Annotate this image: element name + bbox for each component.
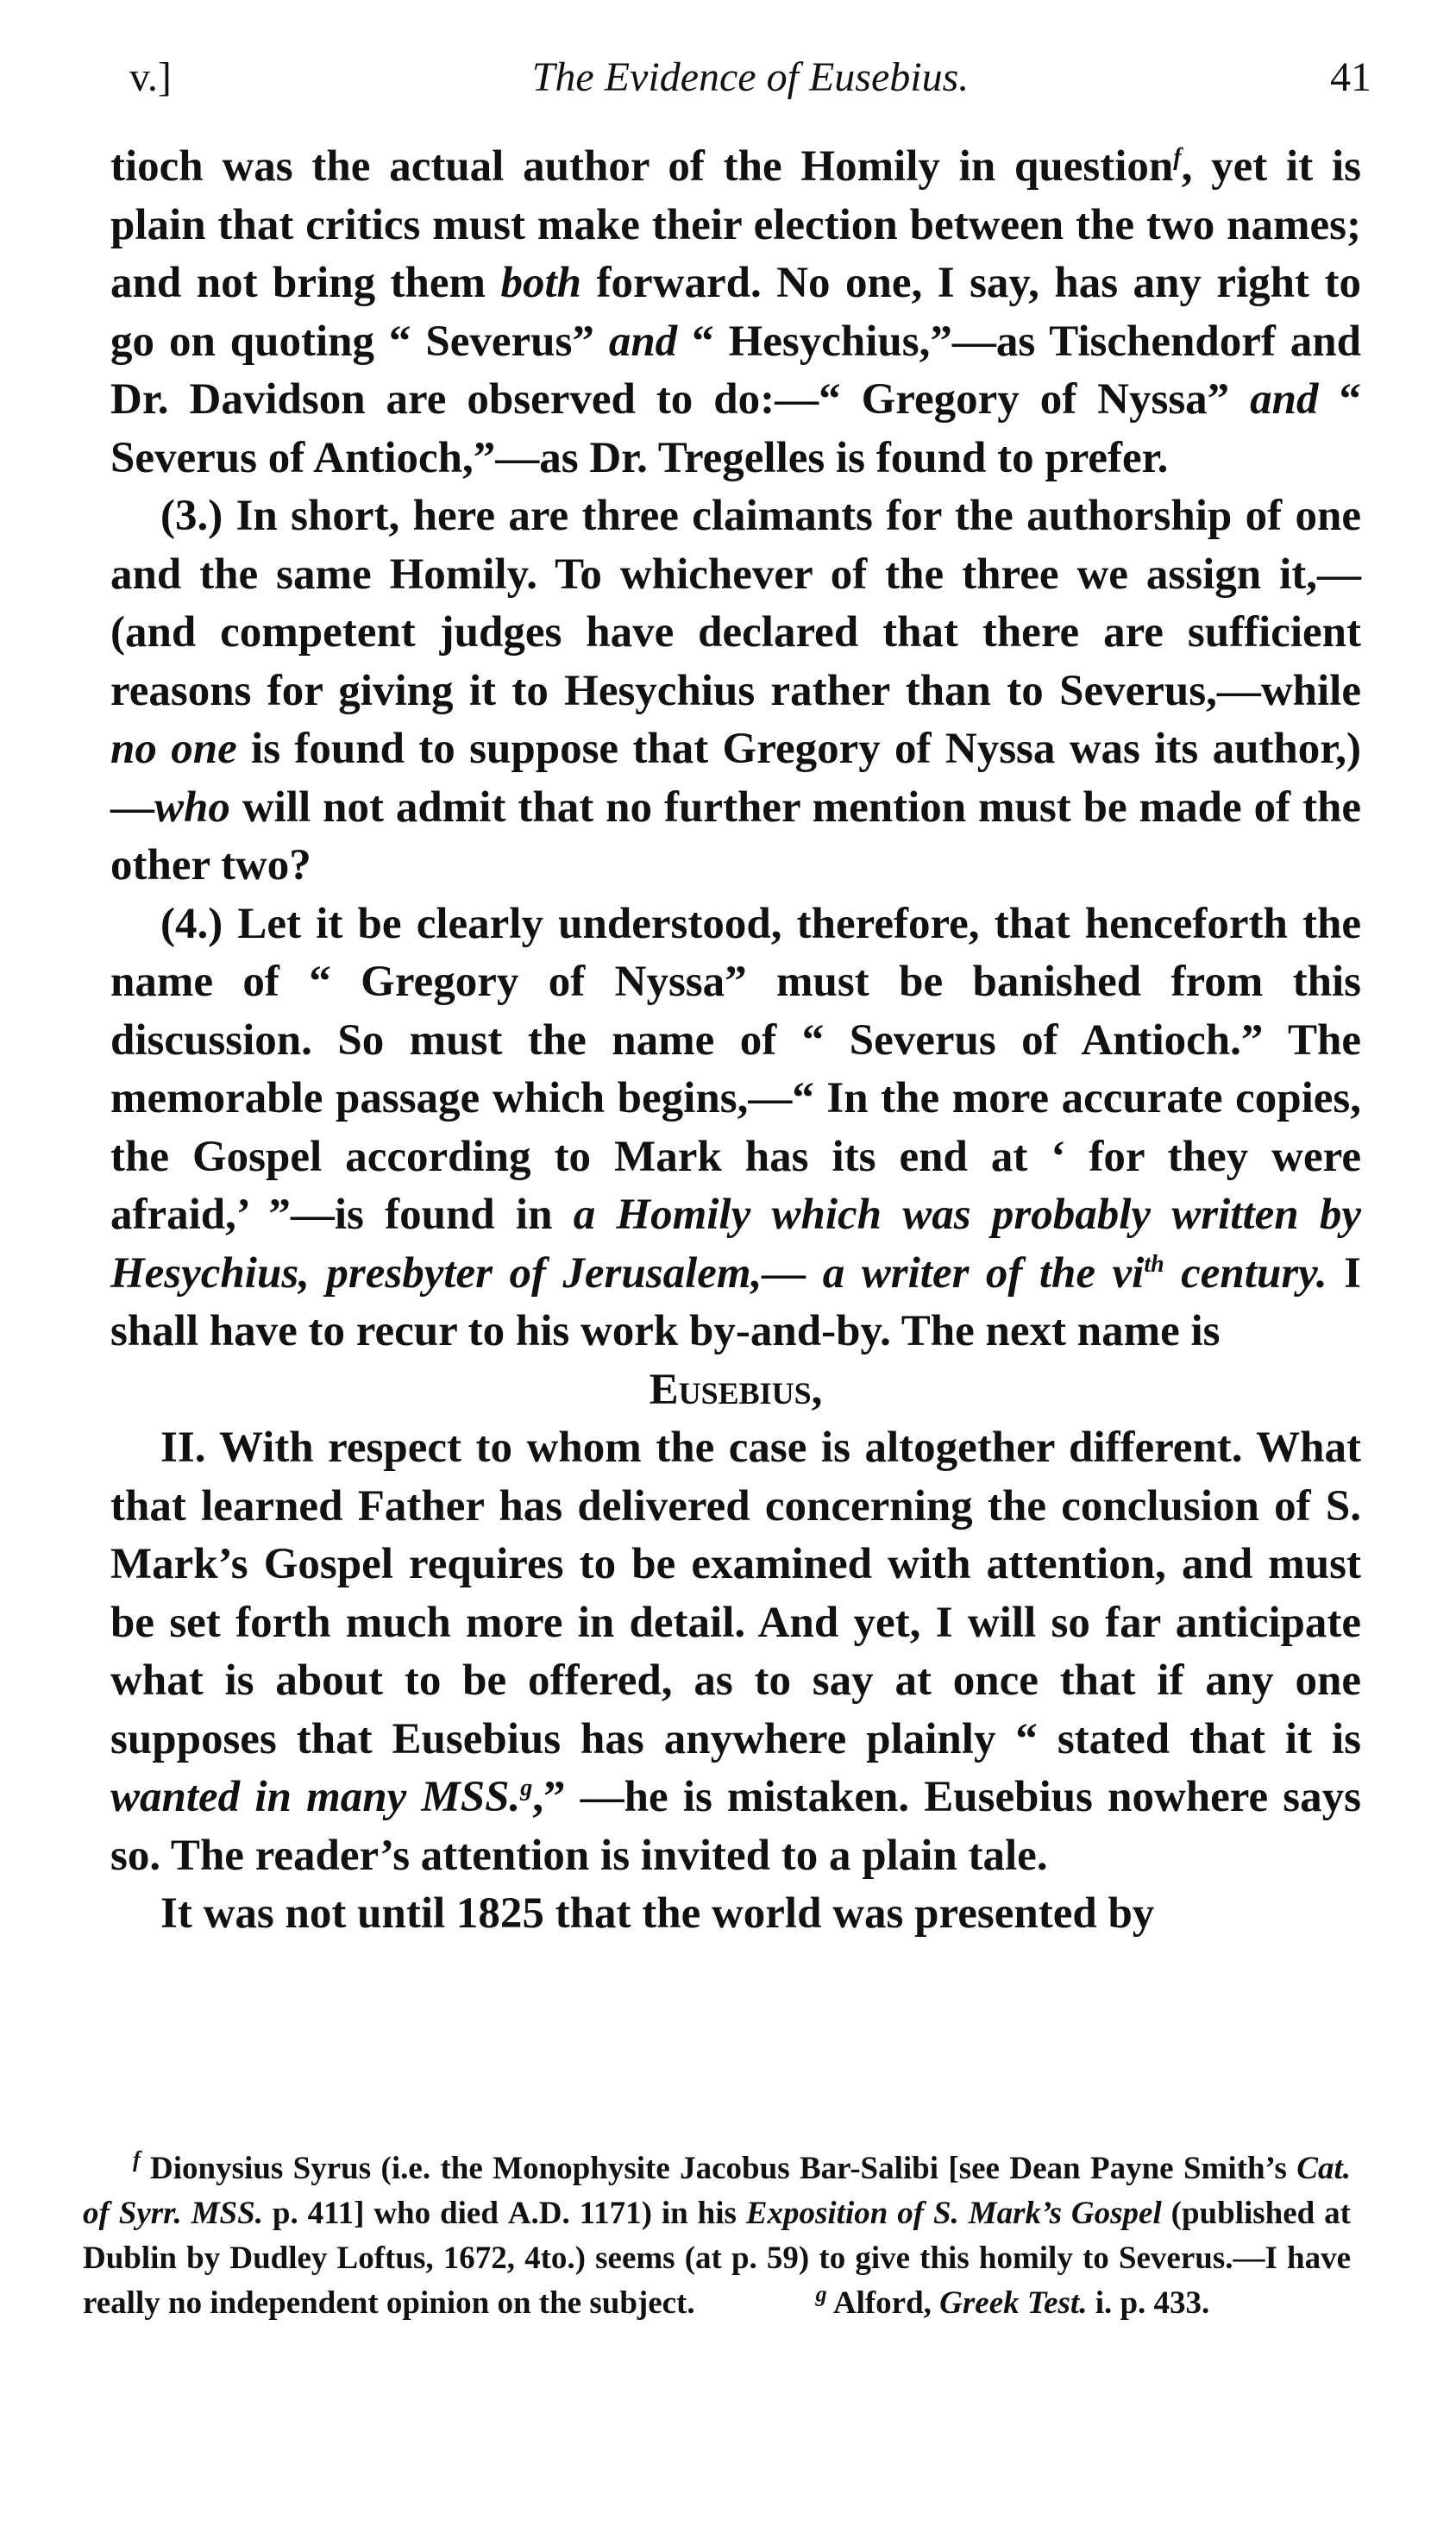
footnote-ref-f: f xyxy=(1173,144,1182,171)
emphasis: and xyxy=(608,317,678,366)
text-run: forward. No one, I say, has any right to go on quoting “ Severus” xyxy=(110,259,1361,366)
footnote-ref-g: g xyxy=(520,1775,533,1801)
footnote-f xyxy=(83,2146,1351,2326)
text-run: It was not until 1825 that the world was presented by xyxy=(160,1889,1155,1938)
text-run: Alford, xyxy=(826,2285,940,2321)
text-run: p. 411] who died xyxy=(262,2196,508,2231)
emphasis: Greek Test. xyxy=(939,2285,1088,2321)
text-run: i. p. 433. xyxy=(1087,2285,1210,2321)
chapter-marker: v.] xyxy=(129,54,172,100)
emphasis: who xyxy=(154,783,230,832)
text-run: is found to suppose that Gregory of Nyssa was its author,)— xyxy=(110,725,1361,832)
emphasis: and xyxy=(1250,375,1319,424)
text-run: will not admit that no further mention must be made of the other two? xyxy=(110,783,1361,889)
footnote-g xyxy=(815,2281,1210,2321)
text-run: , yet it is plain that critics must make their election between the two names; and not bring them xyxy=(110,142,1361,307)
page-number: 41 xyxy=(1330,54,1371,100)
footnotes xyxy=(83,2146,1351,2326)
text-run: “ Hesychius,”—as Tischendorf and Dr. Davidson are observed to do:—“ Gregory of Nyssa” xyxy=(110,317,1361,424)
running-title: The Evidence of Eusebius. xyxy=(531,54,970,100)
main-text xyxy=(110,138,1361,1944)
text-run: 1171) in his xyxy=(569,2196,746,2231)
emphasis: Exposition of S. Mark’s Gospel xyxy=(745,2196,1162,2231)
text-run: “ Severus of Antioch,”—as Dr. Tregelles is found to prefer. xyxy=(110,375,1361,482)
text-run: Dionysius Syrus (i.e. the Monophysite Jacobus Bar-Salibi [see Dean Payne Smith’s xyxy=(140,2151,1297,2186)
emphasis: a Homily which was probably written by Hesychius, presbyter of Jerusalem,— a writer of the vi xyxy=(110,1191,1362,1298)
emphasis: no one xyxy=(110,725,237,773)
text-run: (published at Dublin by Dudley Loftus, 1672, 4to.) seems (at p. 59) to give this homily to Severus.—I have really no independent opinion on the subject. xyxy=(83,2196,1351,2321)
paragraph-2 xyxy=(110,487,1361,896)
emphasis: century. xyxy=(1164,1248,1327,1298)
paragraph-3 xyxy=(110,896,1361,1361)
footnote-mark: f xyxy=(133,2146,141,2172)
emphasis: Cat. of Syrr. MSS. xyxy=(83,2151,1351,2231)
text-run: II. With respect to whom the case is altogether different. What that learned Father has delivered concerning the conclusion of S. Mark’s Gospel requires to be examined with attention, and must be set forth much more in detail. And yet, I will so far anticipate what is about to be offered, as to say at once that if any one supposes that Eusebius has anywhere plainly “ stated that it is xyxy=(110,1424,1361,1763)
paragraph-5 xyxy=(110,1885,1361,1944)
text-run: (3.) In short, here are three claimants for the authorship of one and the same Homily. To whichever of the three we assign it,—(and competent judges have declared that there are sufficient reasons for giving it to Hesychius rather than to Severus,—while xyxy=(110,492,1361,715)
emphasis: both xyxy=(500,259,582,307)
footnote-mark: g xyxy=(815,2281,827,2307)
text-run: tioch was the actual author of the Homily in question xyxy=(110,142,1174,191)
paragraph-1 xyxy=(110,138,1361,487)
text-run: A.D. xyxy=(507,2196,570,2231)
paragraph-4 xyxy=(110,1419,1361,1885)
running-header xyxy=(129,53,1371,114)
emphasis: wanted in many MSS. xyxy=(110,1773,521,1821)
section-heading: Eusebius, xyxy=(649,1365,823,1414)
text-run: ,” —he is mistaken. Eusebius nowhere says so. The reader’s attention is invited to a plain tale. xyxy=(110,1773,1361,1880)
text-run: (4.) Let it be clearly understood, therefore, that henceforth the name of “ Gregory of Nyssa” must be banished from this discussion. So must the name of “ Severus of Antioch.” The memorable passage which begins,—“ In the more accurate copies, the Gospel according to Mark has its end at ‘ for they were afraid,’ ”—is found in xyxy=(110,899,1361,1239)
superscript: th xyxy=(1144,1250,1164,1278)
text-run: I shall have to recur to his work by-and-by. The next name is xyxy=(110,1248,1361,1355)
